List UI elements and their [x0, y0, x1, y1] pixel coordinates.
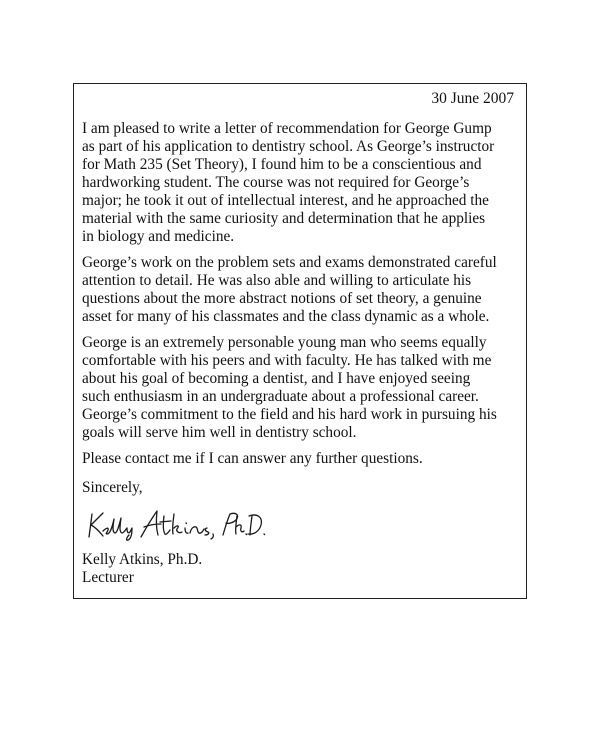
paragraph-intro: I am pleased to write a letter of recommendation for George Gump as part of his application to dentistry school. As George’s instructor for Math 235 (Set Theory), I found him to be a conscientious and hardworking student. The course was not required for George’s major; he took it out of intellectual interest, and he approached the material with the same curiosity and determination that he applies in biology and medicine. — [82, 120, 495, 245]
paragraph-work: George’s work on the problem sets and exams demonstrated careful attention to detail. He was also able and willing to articulate his questions about the more abstract notions of set theory, a genuine asset for many of his classmates and the class dynamic as a whole. — [82, 254, 497, 325]
letter-frame — [73, 83, 527, 599]
paragraph-personality: George is an extremely personable young man who seems equally comfortable with his peers and with faculty. He has talked with me about his goal of becoming a dentist, and I have enjoyed seeing such enthusiasm in an undergraduate about a professional career. George’s commitment to the field and his hard work in pursuing his goals will serve him well in dentistry school. — [82, 334, 497, 441]
letter-date: 30 June 2007 — [431, 90, 514, 107]
letter-body — [82, 90, 514, 587]
signer-name: Kelly Atkins, Ph.D. — [82, 551, 203, 568]
paragraph-contact: Please contact me if I can answer any further questions. — [82, 450, 423, 467]
handwritten-signature — [86, 504, 266, 542]
signer-title: Lecturer — [82, 569, 134, 586]
closing: Sincerely, — [82, 479, 143, 496]
